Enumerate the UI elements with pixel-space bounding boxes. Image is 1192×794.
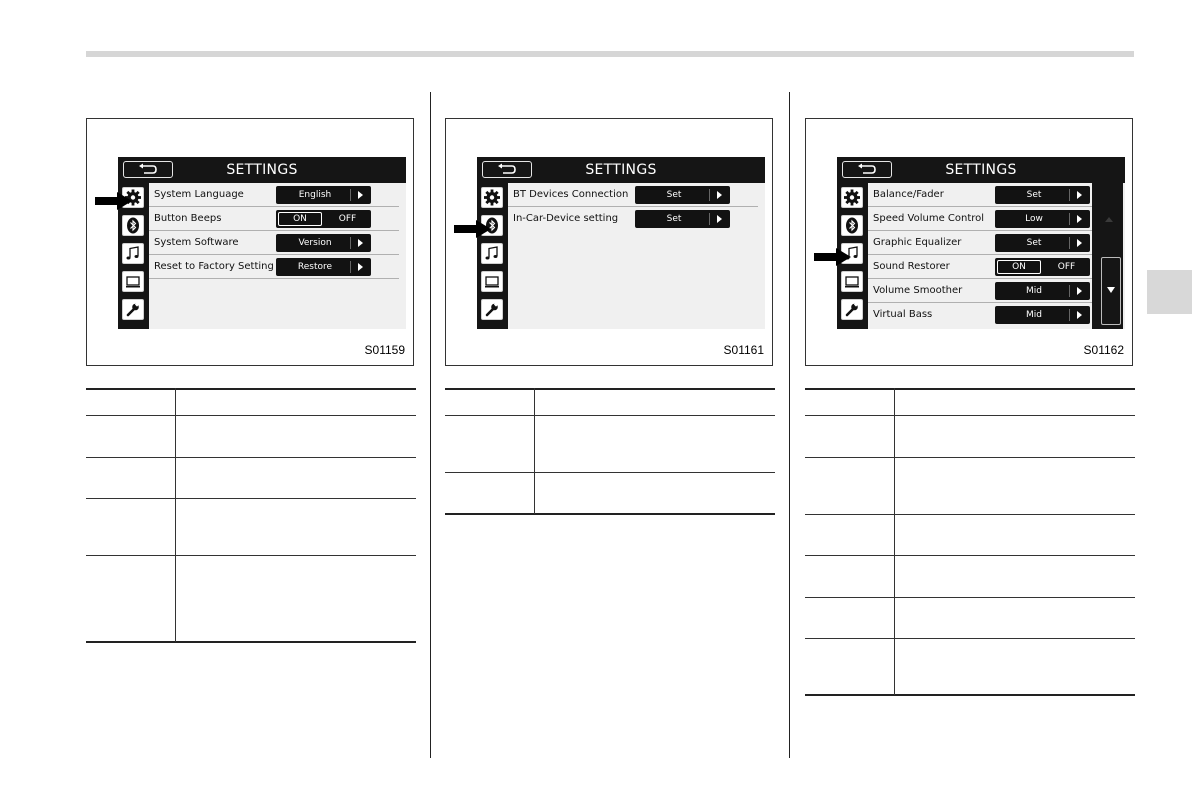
list-item [868,207,1092,231]
figure-bluetooth-settings [445,118,773,366]
screen-header [837,157,1125,183]
list-item [868,255,1092,279]
sidebar-maintenance-tab[interactable] [841,299,863,320]
table-row [805,514,1135,515]
scroll-down-button[interactable] [1101,257,1121,325]
setting-value: Set [1026,190,1042,200]
scroll-up-icon[interactable] [1105,217,1113,222]
table-row [86,388,416,390]
table-bluetooth-settings [445,388,775,515]
list-item [508,183,758,207]
toggle-off[interactable]: OFF [1057,262,1076,272]
wrench-icon [842,300,862,319]
sidebar-bluetooth-tab[interactable] [122,215,144,236]
screen-title: SETTINGS [226,162,298,178]
sound-restorer-toggle[interactable] [995,258,1090,276]
table-row [445,513,775,515]
top-rule [86,51,1134,57]
setting-label: Balance/Fader [873,189,944,200]
virtual-bass-button[interactable] [995,306,1090,324]
column-divider-1 [430,92,431,758]
setting-label: Reset to Factory Setting [154,261,274,272]
list-item [149,231,399,255]
system-language-button[interactable] [276,186,371,204]
setting-label: BT Devices Connection [513,189,629,200]
balance-fader-button[interactable] [995,186,1090,204]
wrench-icon [482,300,502,319]
table-row [805,638,1135,639]
setting-label: Virtual Bass [873,309,933,320]
system-software-button[interactable] [276,234,371,252]
setting-label: Graphic Equalizer [873,237,962,248]
table-row [805,388,1135,390]
list-item [868,231,1092,255]
gear-icon [482,188,502,207]
setting-value: Mid [1026,286,1042,296]
screen-title: SETTINGS [945,162,1017,178]
table-row [805,597,1135,598]
table-row [805,457,1135,458]
settings-list [868,183,1125,329]
sidebar-bluetooth-tab[interactable] [841,215,863,236]
setting-value: Set [666,214,682,224]
list-item [149,183,399,207]
setting-value: Version [298,238,332,248]
wrench-icon [123,300,143,319]
screen-icon [842,272,862,291]
toggle-off[interactable]: OFF [338,214,357,224]
setting-value: Set [666,190,682,200]
gear-icon [842,188,862,207]
settings-screen [118,157,406,329]
figure-system-settings [86,118,414,366]
sidebar-audio-tab[interactable] [122,243,144,264]
sidebar-display-tab[interactable] [481,271,503,292]
table-column-divider [175,388,176,642]
music-note-icon [123,244,143,263]
music-note-icon [482,244,502,263]
pointer-arrow-icon [95,191,133,211]
bluetooth-icon [842,216,862,235]
scroll-controls [1098,183,1123,329]
list-item [149,255,399,279]
chapter-tab [1147,270,1192,314]
toggle-on[interactable]: ON [278,212,322,226]
setting-label: System Software [154,237,239,248]
figure-code: S01159 [364,343,405,357]
bt-devices-connection-button[interactable] [635,186,730,204]
table-row [445,415,775,416]
setting-label: Speed Volume Control [873,213,985,224]
setting-label: Button Beeps [154,213,222,224]
sidebar-display-tab[interactable] [122,271,144,292]
list-item [508,207,758,231]
sidebar-display-tab[interactable] [841,271,863,292]
table-system-settings [86,388,416,642]
sidebar-system-tab[interactable] [481,187,503,208]
table-row [86,415,416,416]
list-item [868,279,1092,303]
sidebar-maintenance-tab[interactable] [481,299,503,320]
table-column-divider [894,388,895,695]
setting-value: Low [1025,214,1043,224]
figure-code: S01162 [1083,343,1124,357]
table-row [805,555,1135,556]
settings-screen [477,157,765,329]
sidebar-audio-tab[interactable] [481,243,503,264]
setting-label: Sound Restorer [873,261,950,272]
setting-value: Restore [297,262,333,272]
reset-factory-button[interactable] [276,258,371,276]
settings-list [508,183,765,329]
sidebar-system-tab[interactable] [841,187,863,208]
sidebar-maintenance-tab[interactable] [122,299,144,320]
setting-label: System Language [154,189,244,200]
list-item [149,207,399,231]
category-sidebar [477,183,508,329]
table-row [445,472,775,473]
column-divider-2 [789,92,790,758]
table-row [86,555,416,556]
graphic-equalizer-button[interactable] [995,234,1090,252]
table-row [86,641,416,643]
toggle-on[interactable]: ON [997,260,1041,274]
screen-icon [123,272,143,291]
button-beeps-toggle[interactable] [276,210,371,228]
setting-label: In-Car-Device setting [513,213,619,224]
table-row [86,498,416,499]
speed-volume-control-button[interactable] [995,210,1090,228]
table-audio-settings [805,388,1135,696]
setting-label: Volume Smoother [873,285,963,296]
screen-title: SETTINGS [585,162,657,178]
setting-value: Mid [1026,310,1042,320]
pointer-arrow-icon [814,247,852,267]
table-column-divider [534,388,535,514]
screen-header [118,157,406,183]
figure-code: S01161 [723,343,764,357]
table-row [805,415,1135,416]
setting-value: English [298,190,332,200]
setting-value: Set [1026,238,1042,248]
table-row [86,457,416,458]
table-row [445,388,775,390]
figure-audio-settings [805,118,1133,366]
list-item [868,183,1092,207]
settings-list [149,183,406,329]
in-car-device-setting-button[interactable] [635,210,730,228]
screen-header [477,157,765,183]
list-item [868,303,1092,327]
settings-screen [837,157,1125,329]
table-row [805,694,1135,696]
screen-icon [482,272,502,291]
pointer-arrow-icon [454,219,492,239]
volume-smoother-button[interactable] [995,282,1090,300]
bluetooth-icon [123,216,143,235]
